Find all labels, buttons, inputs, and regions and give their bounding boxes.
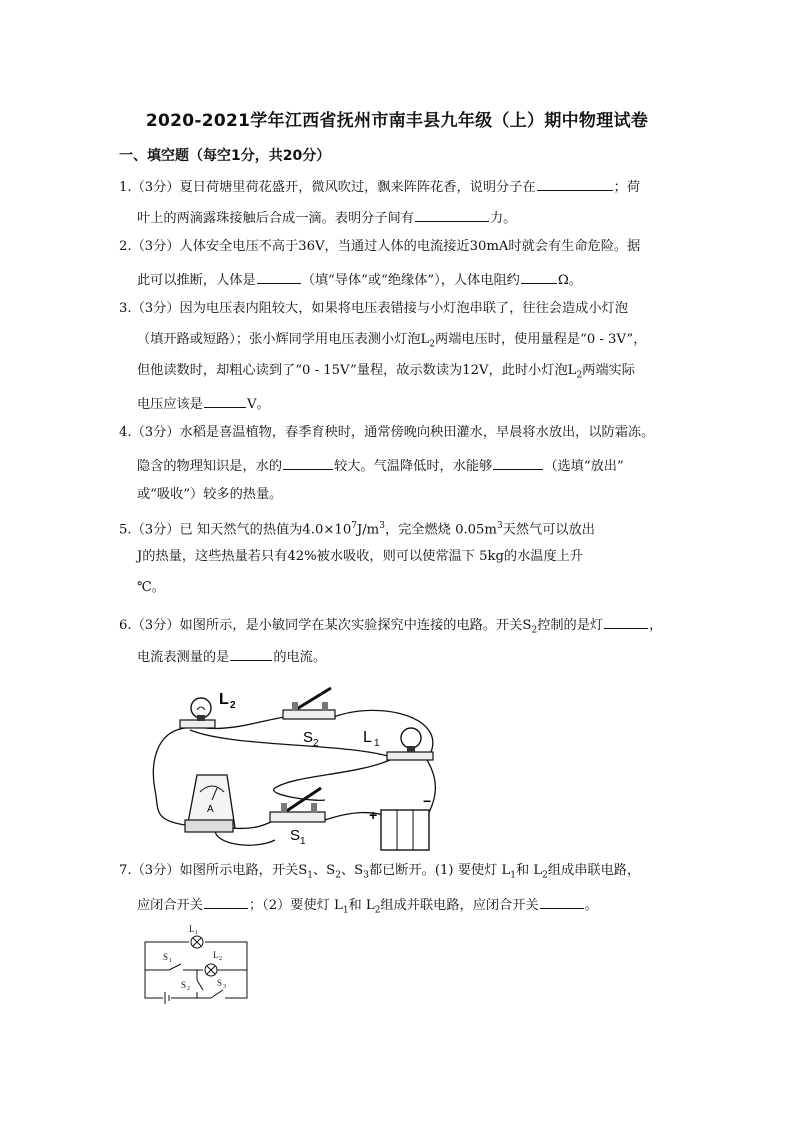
schematic-label-l2-sub: 2: [219, 956, 222, 962]
answer-blank[interactable]: [257, 269, 301, 284]
battery-minus: −: [423, 793, 432, 809]
circuit-schematic-q7: [135, 920, 260, 1005]
answer-blank[interactable]: [493, 455, 543, 470]
label-s1: S: [290, 827, 301, 844]
battery-plus: +: [369, 807, 378, 823]
page-title: 2020-2021学年江西省抚州市南丰县九年级（上）期中物理试卷: [145, 111, 649, 131]
label-l1: L: [363, 729, 372, 746]
answer-blank[interactable]: [283, 455, 333, 470]
answer-blank[interactable]: [537, 176, 613, 191]
label-ammeter: A: [207, 804, 214, 815]
schematic-label-s1: S: [163, 952, 169, 962]
label-l2: L: [219, 691, 229, 708]
question-1-line-1: 1.（3分）夏日荷塘里荷花盛开，微风吹过，飘来阵阵花香，说明分子在 ；荷: [119, 176, 640, 197]
schematic-label-l1-sub: 1: [195, 930, 198, 936]
question-5-line-1: 5.（3分）已 知天然气的热值为$4.0\times 10^7J/m^3$，完全燃烧 $0.05m^3$天然气可以放出: [119, 521, 595, 538]
answer-blank[interactable]: [540, 894, 584, 909]
question-5-line-2: J的热量，这些热量若只有42%被水吸收，则可以使常温下 5kg的水温度上升: [137, 549, 584, 564]
schematic-label-s3-sub: 3: [223, 984, 226, 990]
answer-blank[interactable]: [521, 269, 557, 284]
schematic-label-s2-sub: 2: [187, 986, 190, 992]
schematic-label-s2: S: [181, 980, 187, 990]
battery-icon: [381, 810, 429, 850]
schematic-label-s1-sub: 1: [169, 958, 172, 964]
lamp-l2-icon: [180, 698, 215, 728]
question-3-line-1: 3.（3分）因为电压表内阻较大，如果将电压表错接与小灯泡串联了，往往会造成小灯泡: [119, 301, 628, 316]
label-l2-sub: 2: [230, 700, 236, 711]
answer-blank[interactable]: [230, 646, 272, 661]
schematic-label-s3: S: [217, 978, 223, 988]
question-3-line-4: 电压应该是 V。: [137, 393, 270, 414]
lamp-l1-icon: [387, 728, 433, 760]
question-4-line-2: 隐含的物理知识是，水的 较大。气温降低时，水能够 （选填“放出”: [137, 455, 624, 476]
answer-blank[interactable]: [604, 614, 648, 629]
question-7-line-2: 应闭合开关 ；（2）要使灯 $L_1$和 $L_2$组成并联电路，应闭合开关 。: [137, 894, 598, 920]
question-2-line-1: 2.（3分）人体安全电压不高于36V，当通过人体的电流接近30mA时就会有生命危险。据: [119, 239, 641, 254]
schematic-label-l1: L: [189, 924, 195, 934]
question-7-line-1: 7.（3分）如图所示电路，开关$S_1$、$S_2$、$S_3$都已断开。(1) 要使灯 $L_1$和 $L_2$组成串联电路，: [119, 863, 641, 881]
label-s2: S: [303, 729, 314, 746]
answer-blank[interactable]: [415, 207, 489, 222]
switch-s2-icon: [283, 688, 335, 719]
label-s2-sub: 2: [313, 738, 319, 749]
question-6-line-2: 电流表测量的是 的电流。: [137, 646, 326, 667]
question-4-line-1: 4.（3分）水稻是喜温植物，春季育秧时，通常傍晚向秧田灌水，早晨将水放出，以防霜冻。: [119, 425, 655, 440]
label-s1-sub: 1: [300, 836, 306, 847]
question-2-line-2: 此可以推断，人体是 （填“导体”或“绝缘体”），人体电阻约 Ω。: [137, 269, 582, 290]
schematic-label-l2: L: [213, 950, 219, 960]
question-5-line-3: ℃。: [137, 580, 165, 595]
section-heading: 一、填空题（每空1分，共20分）: [119, 148, 331, 164]
answer-blank[interactable]: [204, 894, 248, 909]
question-1-line-2: 叶上的两滴露珠接触后合成一滴。表明分子间有 力。: [137, 207, 516, 228]
question-6-line-1: 6.（3分）如图所示，是小敏同学在某次实验探究中连接的电路。开关$S_2$控制的是灯 ，: [119, 614, 662, 640]
question-4-line-3: 或“吸收”）较多的热量。: [137, 487, 283, 502]
circuit-figure-q6: [145, 680, 445, 855]
answer-blank[interactable]: [204, 393, 246, 408]
question-3-line-3: 但他读数时，却粗心读到了“0 - 15V”量程，故示数读为12V，此时小灯泡$L_2$两端实际: [137, 363, 635, 381]
question-3-line-2: （填开路或短路）；张小辉同学用电压表测小灯泡$L_2$两端电压时，使用量程是“0 - 3V”，: [137, 332, 647, 350]
label-l1-sub: 1: [374, 738, 380, 749]
